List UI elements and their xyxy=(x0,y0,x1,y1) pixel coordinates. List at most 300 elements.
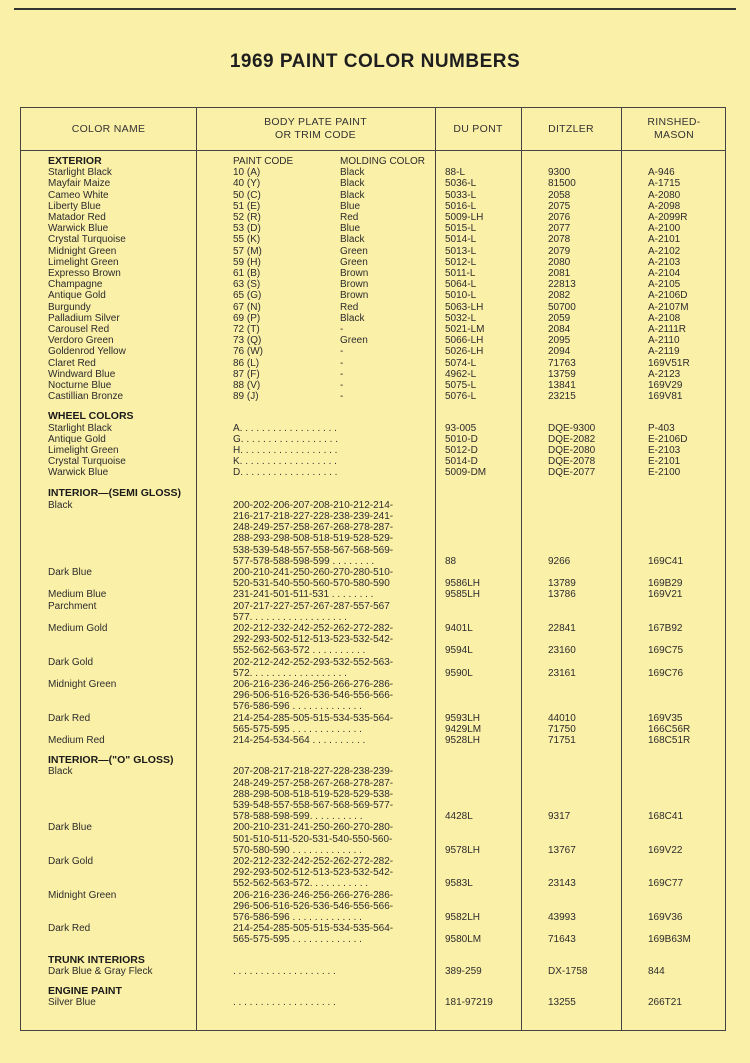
table-row xyxy=(21,567,725,578)
table-row xyxy=(21,735,725,746)
dupont-number: 9429LM xyxy=(445,723,482,735)
dupont-number: 5012-L xyxy=(445,256,477,268)
rinshed-mason-number: A-2098 xyxy=(648,200,681,212)
table-row xyxy=(21,997,725,1008)
dupont-number: 5011-L xyxy=(445,268,476,279)
section-trunk-interiors-row xyxy=(21,955,725,966)
header-rinshed-line2: MASON xyxy=(653,129,694,141)
ditzler-number: 23215 xyxy=(548,391,576,403)
color-name: Medium Blue xyxy=(48,589,107,601)
molding-color: Red xyxy=(340,212,359,223)
trim-code: 292-293-502-512-513-523-532-542- xyxy=(233,634,394,646)
ditzler-number: 2094 xyxy=(548,346,571,358)
dupont-number: 5016-L xyxy=(445,200,477,212)
trim-code: 552-562-563-572 . . . . . . . . . . xyxy=(233,645,366,657)
table-row xyxy=(21,589,725,600)
molding-color: Blue xyxy=(340,200,361,212)
table-row xyxy=(21,934,725,945)
header-color-name xyxy=(21,108,196,150)
table-row xyxy=(21,335,725,346)
rinshed-mason-number: A-2105 xyxy=(648,279,681,291)
ditzler-number: DQE-2080 xyxy=(548,445,596,456)
trim-code: 565-575-595 . . . . . . . . . . . . . xyxy=(233,723,362,735)
trim-code: 206-216-236-246-256-266-276-286- xyxy=(233,889,394,901)
rinshed-mason-number: A-2108 xyxy=(648,312,681,324)
trim-code: 206-216-236-246-256-266-276-286- xyxy=(233,679,394,690)
table-row xyxy=(21,634,725,645)
header-rinshed-line1: RINSHED- xyxy=(647,116,701,128)
table-row xyxy=(21,668,725,679)
rinshed-mason-number: A-2110 xyxy=(648,335,680,347)
trim-code: 65 (G) xyxy=(233,290,262,302)
molding-color: - xyxy=(340,391,344,403)
dupont-number: 9582LH xyxy=(445,912,481,923)
molding-color: Black xyxy=(340,312,365,324)
dupont-number: 9578LH xyxy=(445,844,481,856)
header-body-plate-line2: OR TRIM CODE xyxy=(274,129,356,141)
header-divider xyxy=(21,150,725,151)
trim-code: H. . . . . . . . . . . . . . . . . . xyxy=(233,445,338,456)
trim-code: 50 (C) xyxy=(233,189,261,201)
dupont-number: 5009-LH xyxy=(445,212,484,223)
molding-color: Brown xyxy=(340,279,369,291)
section-interior-o-gloss-row xyxy=(21,755,725,766)
section-wheel-colors-row xyxy=(21,411,725,422)
ditzler-number: 71750 xyxy=(548,723,576,735)
ditzler-number: 2081 xyxy=(548,268,571,279)
trim-code: . . . . . . . . . . . . . . . . . . . xyxy=(233,997,336,1009)
rinshed-mason-number: 169V35 xyxy=(648,712,683,724)
rinshed-mason-number: 167B92 xyxy=(648,623,683,634)
dupont-number: 9580LM xyxy=(445,934,482,946)
color-name: Parchment xyxy=(48,600,97,612)
trim-code: 578-588-598-599. . . . . . . . . . xyxy=(233,811,363,823)
dupont-number: 9585LH xyxy=(445,589,481,601)
trim-code: 40 (Y) xyxy=(233,178,261,190)
table-row xyxy=(21,766,725,777)
ditzler-number: 22841 xyxy=(548,623,576,634)
color-name: Limelight Green xyxy=(48,256,119,268)
table-row xyxy=(21,190,725,201)
table-row xyxy=(21,434,725,445)
molding-color: Blue xyxy=(340,223,361,235)
ditzler-number: 2080 xyxy=(548,256,571,268)
table-row xyxy=(21,901,725,912)
rinshed-mason-number: 169B63M xyxy=(648,934,691,946)
table-row xyxy=(21,522,725,533)
rinshed-mason-number: 169C75 xyxy=(648,645,684,657)
molding-color: - xyxy=(340,346,344,358)
rinshed-mason-number: 169V22 xyxy=(648,844,683,856)
table-row xyxy=(21,324,725,335)
rinshed-mason-number: A-2103 xyxy=(648,256,681,268)
color-name: Cameo White xyxy=(48,189,109,201)
trim-code: . . . . . . . . . . . . . . . . . . . xyxy=(233,965,336,977)
section-interior-semi-gloss-row xyxy=(21,488,725,499)
table-row xyxy=(21,601,725,612)
rinshed-mason-number: P-403 xyxy=(648,422,675,434)
rinshed-mason-number: A-2106D xyxy=(648,290,688,302)
color-name: Palladium Silver xyxy=(48,312,120,324)
trim-code: 552-562-563-572. . . . . . . . . . . xyxy=(233,878,369,890)
table-row xyxy=(21,679,725,690)
trim-code: 73 (Q) xyxy=(233,335,262,347)
color-name: Dark Red xyxy=(48,712,91,724)
trim-code: 248-249-257-258-267-268-278-287- xyxy=(233,777,394,789)
dupont-number: 5076-L xyxy=(445,391,477,403)
rinshed-mason-number: 169C41 xyxy=(648,555,684,567)
trim-code: 86 (L) xyxy=(233,357,260,369)
trim-code: 292-293-502-512-513-523-532-542- xyxy=(233,867,394,879)
table-row xyxy=(21,623,725,634)
ditzler-number: 2078 xyxy=(548,234,571,246)
dupont-number: 5021-LM xyxy=(445,324,485,335)
dupont-number: 5063-LH xyxy=(445,301,484,313)
table-row xyxy=(21,201,725,212)
table-row xyxy=(21,878,725,889)
color-name: Dark Gold xyxy=(48,856,94,867)
dupont-number: 181-97219 xyxy=(445,997,493,1009)
dupont-number: 9586LH xyxy=(445,578,481,590)
section-interior-o-gloss: INTERIOR—("O" GLOSS) xyxy=(48,754,174,767)
header-ditzler-label: DITZLER xyxy=(548,122,594,135)
color-name: Nocturne Blue xyxy=(48,380,112,391)
rinshed-mason-number: A-946 xyxy=(648,167,675,179)
molding-color: Brown xyxy=(340,290,369,302)
table-row xyxy=(21,391,725,402)
trim-code: 577-578-588-598-599 . . . . . . . . xyxy=(233,555,375,567)
table-row xyxy=(21,690,725,701)
ditzler-number: 2075 xyxy=(548,200,571,212)
trim-code: 87 (F) xyxy=(233,368,260,380)
trim-code: 55 (K) xyxy=(233,234,261,246)
header-color-name-label: COLOR NAME xyxy=(71,122,146,135)
trim-code: 63 (S) xyxy=(233,279,261,291)
ditzler-number: 71643 xyxy=(548,934,576,946)
color-name: Dark Blue & Gray Fleck xyxy=(48,965,153,977)
table-row xyxy=(21,612,725,623)
page-title: 1969 PAINT COLOR NUMBERS xyxy=(229,51,521,72)
table-row xyxy=(21,456,725,467)
ditzler-number: 71763 xyxy=(548,357,576,369)
table-row xyxy=(21,800,725,811)
rinshed-mason-number: 166C56R xyxy=(648,723,691,735)
dupont-number: 88-L xyxy=(445,167,466,179)
molding-color: Green xyxy=(340,245,368,257)
dupont-number: 5012-D xyxy=(445,445,478,456)
trim-code: 207-217-227-257-267-287-557-567 xyxy=(233,600,390,612)
table-row xyxy=(21,545,725,556)
color-name: Medium Red xyxy=(48,735,105,746)
rinshed-mason-number: 266T21 xyxy=(648,997,682,1009)
ditzler-number: 44010 xyxy=(548,712,576,724)
rinshed-mason-number: A-2102 xyxy=(648,245,681,257)
trim-code: 214-254-285-505-515-534-535-564- xyxy=(233,712,394,724)
table-row xyxy=(21,178,725,189)
trim-code: 207-208-217-218-227-228-238-239- xyxy=(233,766,394,778)
trim-code: 520-531-540-550-560-570-580-590 xyxy=(233,578,390,590)
table-row xyxy=(21,533,725,544)
color-name: Midnight Green xyxy=(48,245,117,257)
top-rule xyxy=(14,8,736,10)
rinshed-mason-number: 169C77 xyxy=(648,878,684,890)
table-row xyxy=(21,856,725,867)
header-body-plate xyxy=(196,108,435,150)
header-dupont xyxy=(435,108,521,150)
color-name: Verdoro Green xyxy=(48,335,114,347)
table-row xyxy=(21,867,725,878)
table-row xyxy=(21,713,725,724)
molding-color: Brown xyxy=(340,268,369,279)
dupont-number: 88 xyxy=(445,555,457,567)
table-row xyxy=(21,811,725,822)
table-row xyxy=(21,246,725,257)
ditzler-number: 43993 xyxy=(548,912,576,923)
table-row xyxy=(21,701,725,712)
dupont-number: 5026-LH xyxy=(445,346,484,358)
ditzler-number: 9317 xyxy=(548,811,571,823)
ditzler-number: 71751 xyxy=(548,735,576,746)
color-name: Black xyxy=(48,766,73,778)
color-name: Antique Gold xyxy=(48,433,106,445)
ditzler-number: 2079 xyxy=(548,245,571,257)
rinshed-mason-number: 169V81 xyxy=(648,391,683,403)
table-row xyxy=(21,279,725,290)
dupont-number: 5064-L xyxy=(445,279,477,291)
dupont-number: 5009-DM xyxy=(445,467,487,479)
color-name: Black xyxy=(48,499,73,511)
color-name: Crystal Turquoise xyxy=(48,234,126,246)
dupont-number: 9401L xyxy=(445,623,473,634)
table-row xyxy=(21,302,725,313)
color-name: Champagne xyxy=(48,279,103,291)
trim-code: 565-575-595 . . . . . . . . . . . . . xyxy=(233,934,362,946)
molding-color: Black xyxy=(340,189,365,201)
dupont-number: 5036-L xyxy=(445,178,477,190)
dupont-number: 5032-L xyxy=(445,312,477,324)
table-row xyxy=(21,369,725,380)
color-name: Silver Blue xyxy=(48,997,96,1009)
molding-color: - xyxy=(340,380,344,391)
trim-code: D. . . . . . . . . . . . . . . . . . xyxy=(233,467,338,479)
color-name: Mayfair Maize xyxy=(48,178,111,190)
trim-code: 248-249-257-258-267-268-278-287- xyxy=(233,522,394,534)
molding-color: Red xyxy=(340,301,359,313)
ditzler-number: DQE-9300 xyxy=(548,422,596,434)
ditzler-number: DQE-2077 xyxy=(548,467,596,479)
color-name: Matador Red xyxy=(48,212,106,223)
ditzler-number: 23160 xyxy=(548,645,576,657)
table-row xyxy=(21,556,725,567)
rinshed-mason-number: A-2119 xyxy=(648,346,680,358)
dupont-number: 9583L xyxy=(445,878,473,890)
rinshed-mason-number: 168C41 xyxy=(648,811,684,823)
table-row xyxy=(21,268,725,279)
trim-code: 202-212-232-242-252-262-272-282- xyxy=(233,623,394,634)
color-name: Dark Blue xyxy=(48,822,92,834)
dupont-number: 5074-L xyxy=(445,357,477,369)
section-engine-paint-row xyxy=(21,986,725,997)
table-row xyxy=(21,657,725,668)
color-name: Windward Blue xyxy=(48,368,116,380)
trim-code: 57 (M) xyxy=(233,245,262,257)
trim-code: 576-586-596 . . . . . . . . . . . . . xyxy=(233,701,362,713)
table-row xyxy=(21,380,725,391)
ditzler-number: 81500 xyxy=(548,178,576,190)
rinshed-mason-number: E-2101 xyxy=(648,456,681,468)
ditzler-number: 2084 xyxy=(548,324,571,335)
table-row xyxy=(21,500,725,511)
section-exterior: EXTERIOR xyxy=(48,155,102,167)
ditzler-number: DQE-2082 xyxy=(548,433,596,445)
trim-code: 570-580-590 . . . . . . . . . . . . . xyxy=(233,844,362,856)
dupont-number: 93-005 xyxy=(445,422,477,434)
trim-code: 288-298-508-518-519-528-529-538- xyxy=(233,788,394,800)
dupont-number: 4428L xyxy=(445,811,473,823)
dupont-number: 4962-L xyxy=(445,368,477,380)
ditzler-number: 2077 xyxy=(548,223,571,235)
dupont-number: 5010-D xyxy=(445,433,478,445)
trim-code: 59 (H) xyxy=(233,256,261,268)
dupont-number: 5066-LH xyxy=(445,335,484,347)
ditzler-number: 2059 xyxy=(548,312,571,324)
table-row xyxy=(21,445,725,456)
dupont-number: 5015-L xyxy=(445,223,477,235)
trim-code: 61 (B) xyxy=(233,268,261,279)
trim-code: 76 (W) xyxy=(233,346,263,358)
section-interior-semi-gloss: INTERIOR—(SEMI GLOSS) xyxy=(48,486,182,499)
header-dupont-label: DU PONT xyxy=(453,122,503,135)
trim-code: 214-254-285-505-515-534-535-564- xyxy=(233,923,394,935)
molding-color: - xyxy=(340,368,344,380)
table-row xyxy=(21,822,725,833)
trim-code: 200-210-231-241-250-260-270-280- xyxy=(233,822,394,834)
table-row xyxy=(21,578,725,589)
ditzler-number: 23143 xyxy=(548,878,576,890)
paint-code-subheader: PAINT CODE xyxy=(233,156,294,167)
trim-code: 10 (A) xyxy=(233,167,261,179)
header-ditzler xyxy=(521,108,621,150)
table-row xyxy=(21,778,725,789)
ditzler-number: 13789 xyxy=(548,578,576,590)
table-row xyxy=(21,923,725,934)
trim-code: 231-241-501-511-531 . . . . . . . . xyxy=(233,589,374,601)
trim-code: 69 (P) xyxy=(233,312,261,324)
molding-color: Black xyxy=(340,167,365,179)
table-row xyxy=(21,645,725,656)
dupont-number: 5010-L xyxy=(445,290,477,302)
trim-code: 67 (N) xyxy=(233,301,261,313)
trim-code: 53 (D) xyxy=(233,223,261,235)
rinshed-mason-number: 169V29 xyxy=(648,380,683,391)
table-row xyxy=(21,223,725,234)
ditzler-number: 2058 xyxy=(548,189,571,201)
dupont-number: 9528LH xyxy=(445,735,481,746)
trim-code: 200-210-241-250-260-270-280-510- xyxy=(233,567,394,578)
table-row xyxy=(21,358,725,369)
table-row xyxy=(21,234,725,245)
color-name: Liberty Blue xyxy=(48,200,101,212)
ditzler-number: DQE-2078 xyxy=(548,456,596,468)
color-name: Warwick Blue xyxy=(48,223,109,235)
trim-code: K. . . . . . . . . . . . . . . . . . xyxy=(233,456,337,468)
color-name: Antique Gold xyxy=(48,290,106,302)
section-wheel-colors: WHEEL COLORS xyxy=(48,410,134,423)
dupont-number: 389-259 xyxy=(445,965,482,977)
ditzler-number: 2082 xyxy=(548,290,571,302)
trim-code: 539-548-557-558-567-568-569-577- xyxy=(233,800,394,811)
trim-code: 501-510-511-520-531-540-550-560- xyxy=(233,833,393,845)
molding-color: Green xyxy=(340,256,368,268)
rinshed-mason-number: 169V51R xyxy=(648,357,690,369)
color-name: Midnight Green xyxy=(48,889,117,901)
header-rinshed-mason xyxy=(621,108,727,150)
ditzler-number: 13767 xyxy=(548,844,576,856)
trim-code: 288-293-298-508-518-519-528-529- xyxy=(233,533,394,545)
trim-code: 88 (V) xyxy=(233,380,261,391)
color-name: Burgundy xyxy=(48,301,91,313)
color-name: Dark Blue xyxy=(48,567,92,578)
table-row xyxy=(21,290,725,301)
table-row xyxy=(21,212,725,223)
color-name: Dark Gold xyxy=(48,656,94,668)
ditzler-number: DX-1758 xyxy=(548,965,588,977)
dupont-number: 5014-L xyxy=(445,234,477,246)
color-name: Starlight Black xyxy=(48,422,112,434)
trim-code: G. . . . . . . . . . . . . . . . . . xyxy=(233,433,339,445)
dupont-number: 9594L xyxy=(445,645,473,657)
color-name: Midnight Green xyxy=(48,679,117,690)
dupont-number: 5075-L xyxy=(445,380,477,391)
dupont-number: 9590L xyxy=(445,667,473,679)
trim-code: 577. . . . . . . . . . . . . . . . . . xyxy=(233,611,347,623)
table-row xyxy=(21,966,725,977)
rinshed-mason-number: 169B29 xyxy=(648,578,683,590)
ditzler-number: 50700 xyxy=(548,301,576,313)
table-row xyxy=(21,346,725,357)
trim-code: 89 (J) xyxy=(233,391,259,403)
rinshed-mason-number: A-2107M xyxy=(648,301,689,313)
table-row xyxy=(21,313,725,324)
rinshed-mason-number: A-2080 xyxy=(648,189,681,201)
trim-code: 200-202-206-207-208-210-212-214- xyxy=(233,499,394,511)
rinshed-mason-number: E-2100 xyxy=(648,467,681,479)
ditzler-number: 9300 xyxy=(548,167,571,179)
table-row xyxy=(21,845,725,856)
molding-color: Green xyxy=(340,335,368,347)
rinshed-mason-number: A-2111R xyxy=(648,324,686,335)
ditzler-number: 2076 xyxy=(548,212,571,223)
table-row xyxy=(21,890,725,901)
rinshed-mason-number: 169V36 xyxy=(648,912,683,923)
molding-color: - xyxy=(340,324,344,335)
ditzler-number: 13786 xyxy=(548,589,576,601)
rinshed-mason-number: A-2104 xyxy=(648,268,681,279)
trim-code: 202-212-242-252-293-532-552-563- xyxy=(233,656,394,668)
ditzler-number: 13759 xyxy=(548,368,576,380)
exterior-subheader-row xyxy=(21,156,725,167)
ditzler-number: 2095 xyxy=(548,335,571,347)
trim-code: 202-212-232-242-252-262-272-282- xyxy=(233,856,394,867)
trim-code: 296-506-516-526-536-546-556-566- xyxy=(233,900,394,912)
trim-code: 51 (E) xyxy=(233,200,261,212)
color-name: Starlight Black xyxy=(48,167,112,179)
table-row xyxy=(21,724,725,735)
rinshed-mason-number: 168C51R xyxy=(648,735,691,746)
trim-code: 538-539-548-557-558-567-568-569- xyxy=(233,544,394,556)
color-name: Carousel Red xyxy=(48,324,110,335)
dupont-number: 5033-L xyxy=(445,189,477,201)
